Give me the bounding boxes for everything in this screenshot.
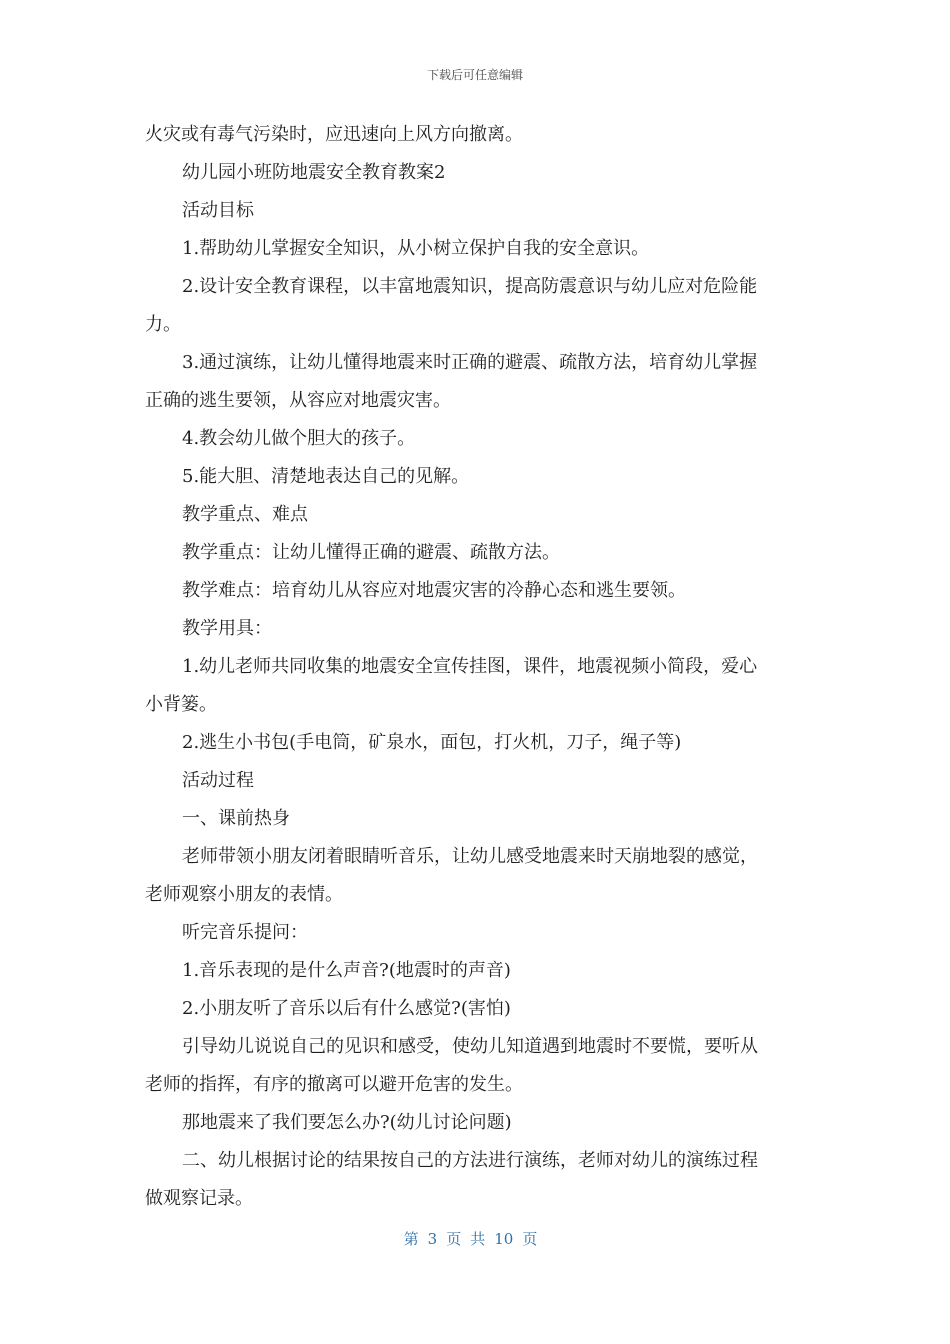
page-footer — [0, 1228, 950, 1249]
footer-ye: 页 — [446, 1230, 462, 1248]
footer-page-number: 3 — [427, 1230, 438, 1248]
paragraph-line: 那地震来了我们要怎么办?(幼儿讨论问题) — [182, 1112, 512, 1133]
step-heading: 一、课前热身 — [182, 808, 290, 829]
text-line: 老师的指挥，有序的撤离可以避开危害的发生。 — [145, 1074, 523, 1095]
paragraph-line: 听完音乐提问： — [182, 922, 308, 943]
footer-gong: 共 — [470, 1230, 486, 1248]
heading-teaching-tools: 教学用具： — [182, 618, 272, 639]
text-line: 力。 — [145, 314, 181, 335]
page-header-note: 下载后可任意编辑 — [426, 68, 523, 82]
footer-ye2: 页 — [522, 1230, 538, 1248]
text-line: 做观察记录。 — [145, 1188, 253, 1209]
goal-item: 4.教会幼儿做个胆大的孩子。 — [182, 428, 416, 449]
section-title: 幼儿园小班防地震安全教育教案2 — [182, 162, 446, 183]
goal-item: 3.通过演练，让幼儿懂得地震来时正确的避震、疏散方法，培育幼儿掌握 — [182, 352, 758, 373]
goal-item: 5.能大胆、清楚地表达自己的见解。 — [182, 466, 470, 487]
paragraph-line: 老师带领小朋友闭着眼睛听音乐，让幼儿感受地震来时天崩地裂的感觉， — [182, 846, 758, 867]
text-line: 火灾或有毒气污染时，应迅速向上风方向撤离。 — [145, 124, 523, 145]
paragraph-line: 引导幼儿说说自己的见识和感受，使幼儿知道遇到地震时不要慌，要听从 — [182, 1036, 758, 1057]
step-heading: 二、幼儿根据讨论的结果按自己的方法进行演练，老师对幼儿的演练过程 — [182, 1150, 758, 1171]
goal-item: 2.设计安全教育课程，以丰富地震知识，提高防震意识与幼儿应对危险能 — [182, 276, 758, 297]
question-item: 2.小朋友听了音乐以后有什么感觉?(害怕) — [182, 998, 511, 1019]
difficult-point: 教学难点：培育幼儿从容应对地震灾害的冷静心态和逃生要领。 — [182, 580, 686, 601]
heading-activity-process: 活动过程 — [182, 770, 254, 791]
footer-di: 第 — [403, 1230, 419, 1248]
text-line: 小背篓。 — [145, 694, 217, 715]
tool-item: 1.幼儿老师共同收集的地震安全宣传挂图，课件，地震视频小简段，爱心 — [182, 656, 758, 677]
heading-activity-goals: 活动目标 — [182, 200, 254, 221]
text-line: 老师观察小朋友的表情。 — [145, 884, 343, 905]
tool-item: 2.逃生小书包(手电筒，矿泉水，面包，打火机，刀子，绳子等) — [182, 732, 682, 753]
key-point: 教学重点：让幼儿懂得正确的避震、疏散方法。 — [182, 542, 560, 563]
text-line: 正确的逃生要领，从容应对地震灾害。 — [145, 390, 451, 411]
goal-item: 1.帮助幼儿掌握安全知识，从小树立保护自我的安全意识。 — [182, 238, 650, 259]
document-body — [145, 116, 805, 1218]
footer-total-pages: 10 — [494, 1230, 514, 1248]
question-item: 1.音乐表现的是什么声音?(地震时的声音) — [182, 960, 511, 981]
heading-key-points: 教学重点、难点 — [182, 504, 308, 525]
